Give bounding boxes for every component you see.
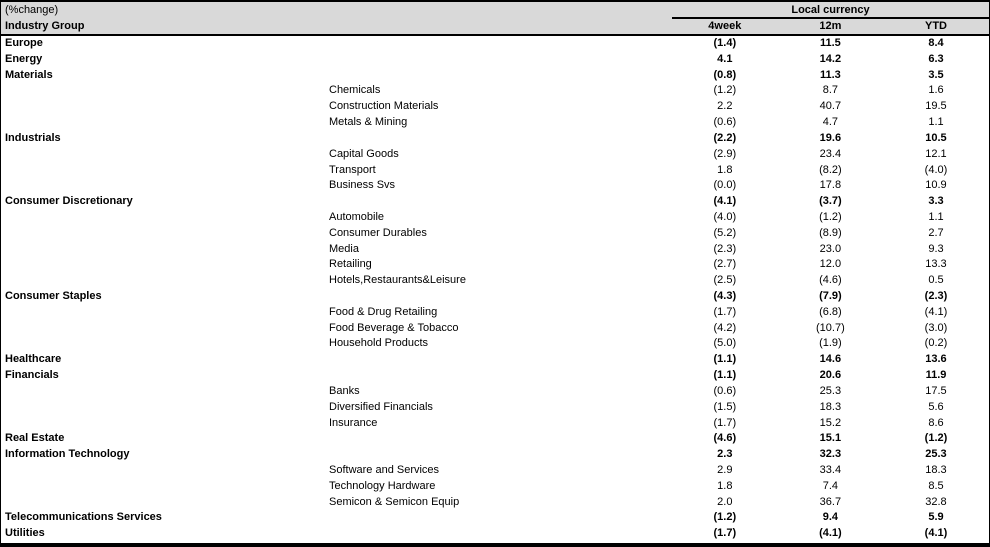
value-cell: 14.6 — [819, 353, 842, 366]
value-cell: 11.5 — [819, 37, 841, 49]
value-cell: (2.3) — [713, 242, 737, 255]
value-cell: 7.4 — [822, 479, 839, 492]
row-label: Healthcare — [5, 353, 62, 366]
value-cell: 9.3 — [928, 242, 944, 255]
row-label: Semicon & Semicon Equip — [329, 495, 460, 508]
value-cell: (5.2) — [713, 226, 737, 239]
row-label: Insurance — [329, 416, 378, 429]
value-cell: 11.9 — [925, 369, 947, 382]
table-row — [1, 463, 989, 479]
value-cell: (1.1) — [713, 369, 737, 382]
table-row — [1, 352, 989, 368]
row-values — [672, 273, 989, 289]
table-row — [1, 83, 989, 99]
row-values — [672, 131, 989, 147]
value-cell: 13.3 — [925, 258, 947, 271]
value-cell: (1.2) — [924, 432, 948, 445]
value-cell: 12.0 — [819, 258, 842, 271]
row-label: Construction Materials — [329, 100, 439, 113]
row-values — [672, 510, 989, 526]
row-label: Retailing — [329, 258, 372, 271]
value-cell: 10.9 — [925, 179, 947, 192]
table-row — [1, 336, 989, 352]
value-cell: 6.3 — [928, 52, 944, 65]
row-label: Utilities — [5, 527, 45, 540]
header-row-columns — [1, 19, 989, 34]
value-cell: 0.5 — [928, 274, 944, 287]
value-cell: 5.9 — [928, 511, 944, 524]
row-values — [672, 178, 989, 194]
table-row — [1, 400, 989, 416]
value-cell: (1.2) — [819, 210, 842, 223]
row-label: Industrials — [5, 131, 61, 144]
row-values — [672, 163, 989, 179]
row-values — [672, 384, 989, 400]
table-row — [1, 431, 989, 447]
table-row — [1, 131, 989, 147]
value-cell: 25.3 — [925, 448, 947, 461]
row-values — [672, 289, 989, 305]
percent-change-label: (%change) — [5, 4, 59, 16]
row-label: Telecommunications Services — [5, 511, 162, 524]
value-cell: 19.6 — [819, 131, 842, 144]
row-label: Europe — [5, 37, 43, 49]
row-label: Materials — [5, 68, 53, 81]
value-cell: 4.7 — [822, 116, 839, 129]
value-cell: 8.4 — [928, 37, 944, 49]
value-cell: 33.4 — [819, 463, 842, 476]
value-cell: 12.1 — [925, 147, 947, 160]
table-row — [1, 416, 989, 432]
value-cell: (1.9) — [819, 337, 842, 350]
row-values — [672, 242, 989, 258]
row-values — [672, 210, 989, 226]
value-cell: 10.5 — [925, 131, 947, 144]
table-row — [1, 163, 989, 179]
row-values — [672, 479, 989, 495]
row-label: Transport — [329, 163, 376, 176]
value-cell: 3.3 — [928, 195, 944, 208]
value-cell: (4.0) — [924, 163, 948, 176]
row-values — [672, 36, 989, 52]
value-cell: 15.1 — [819, 432, 842, 445]
value-cell: 1.1 — [928, 116, 944, 129]
value-cell: (4.1) — [924, 527, 948, 540]
row-values — [672, 526, 989, 542]
row-label: Chemicals — [329, 84, 381, 97]
value-cell: 11.3 — [819, 68, 841, 81]
value-cell: 2.0 — [717, 495, 733, 508]
table-row — [1, 226, 989, 242]
value-cell: 25.3 — [819, 384, 842, 397]
table-row — [1, 321, 989, 337]
table-row — [1, 99, 989, 115]
row-values — [672, 68, 989, 84]
table-row — [1, 194, 989, 210]
row-values — [672, 400, 989, 416]
row-label: Capital Goods — [329, 147, 399, 160]
value-cell: 14.2 — [819, 52, 842, 65]
row-values — [672, 368, 989, 384]
value-cell: 3.5 — [928, 68, 944, 81]
row-values — [672, 352, 989, 368]
value-cell: (5.0) — [713, 337, 737, 350]
value-cell: 19.5 — [925, 100, 947, 113]
row-label: Diversified Financials — [329, 400, 433, 413]
row-label: Consumer Durables — [329, 226, 427, 239]
row-label: Media — [329, 242, 359, 255]
row-values — [672, 257, 989, 273]
value-cell: (4.0) — [713, 210, 737, 223]
table-header — [1, 2, 989, 36]
value-cell: (4.2) — [713, 321, 737, 334]
row-label: Hotels,Restaurants&Leisure — [329, 274, 466, 287]
value-cell: (8.2) — [819, 163, 842, 176]
value-cell: (1.7) — [713, 305, 737, 318]
value-cell: 36.7 — [819, 495, 842, 508]
numeric-column-headers — [672, 19, 989, 34]
row-label: Consumer Discretionary — [5, 195, 133, 208]
row-values — [672, 99, 989, 115]
value-cell: (1.7) — [713, 527, 737, 540]
value-cell: (4.1) — [819, 527, 842, 540]
value-cell: 23.0 — [819, 242, 842, 255]
value-cell: 1.8 — [717, 163, 733, 176]
value-cell: (7.9) — [819, 290, 842, 302]
value-cell: 1.8 — [717, 479, 733, 492]
row-label: Food & Drug Retailing — [329, 305, 438, 318]
table-row — [1, 447, 989, 463]
value-cell: (1.1) — [713, 353, 737, 366]
value-cell: 15.2 — [819, 416, 842, 429]
table-row — [1, 147, 989, 163]
column-header-12m: 12m — [819, 20, 842, 32]
table-row — [1, 479, 989, 495]
row-label: Information Technology — [5, 448, 130, 461]
value-cell: 20.6 — [819, 369, 842, 382]
table-row — [1, 210, 989, 226]
value-cell: (1.2) — [713, 511, 737, 524]
table-row — [1, 526, 989, 542]
value-cell: (4.6) — [819, 274, 842, 287]
table-row — [1, 305, 989, 321]
header-row-top — [1, 2, 989, 19]
row-values — [672, 52, 989, 68]
row-values — [672, 321, 989, 337]
value-cell: (0.6) — [713, 384, 737, 397]
value-cell: 1.6 — [928, 84, 944, 97]
row-values — [672, 463, 989, 479]
value-cell: (6.8) — [819, 305, 842, 318]
value-cell: 40.7 — [819, 100, 842, 113]
value-cell: (1.4) — [713, 37, 737, 49]
value-cell: 13.6 — [925, 353, 947, 366]
value-cell: 32.3 — [819, 448, 842, 461]
value-cell: (0.0) — [713, 179, 737, 192]
value-cell: (4.1) — [924, 305, 948, 318]
table-row — [1, 368, 989, 384]
value-cell: (0.8) — [713, 68, 737, 81]
row-values — [672, 147, 989, 163]
value-cell: 17.8 — [819, 179, 842, 192]
row-values — [672, 495, 989, 511]
row-label: Consumer Staples — [5, 290, 102, 302]
row-values — [672, 416, 989, 432]
column-header-4week: 4week — [708, 20, 742, 32]
value-cell: 18.3 — [925, 463, 947, 476]
column-header-ytd: YTD — [924, 20, 947, 32]
value-cell: (4.1) — [713, 195, 737, 208]
value-cell: (8.9) — [819, 226, 842, 239]
value-cell: 2.2 — [717, 100, 733, 113]
table-row — [1, 115, 989, 131]
value-cell: (10.7) — [816, 321, 845, 334]
table-row — [1, 257, 989, 273]
value-cell: (3.0) — [924, 321, 948, 334]
value-cell: (2.3) — [924, 290, 948, 302]
table-row — [1, 289, 989, 305]
row-label: Software and Services — [329, 463, 440, 476]
table-row — [1, 178, 989, 194]
table-row — [1, 273, 989, 289]
row-values — [672, 305, 989, 321]
value-cell: 8.7 — [822, 84, 839, 97]
row-label: Real Estate — [5, 432, 65, 445]
row-label: Automobile — [329, 210, 385, 223]
value-cell: (1.7) — [713, 416, 737, 429]
value-cell: 8.5 — [928, 479, 944, 492]
row-label: Energy — [5, 52, 43, 65]
row-values — [672, 431, 989, 447]
table-row — [1, 68, 989, 84]
value-cell: (2.7) — [713, 258, 737, 271]
row-values — [672, 336, 989, 352]
value-cell: (3.7) — [819, 195, 842, 208]
local-currency-group-label: Local currency — [672, 2, 989, 19]
value-cell: (2.9) — [713, 147, 737, 160]
value-cell: 1.1 — [928, 210, 944, 223]
table-row — [1, 36, 989, 52]
value-cell: (4.6) — [713, 432, 737, 445]
value-cell: (4.3) — [713, 290, 737, 302]
value-cell: (2.2) — [713, 131, 737, 144]
table-row — [1, 495, 989, 511]
value-cell: (2.5) — [713, 274, 737, 287]
value-cell: 9.4 — [822, 511, 839, 524]
value-cell: (0.6) — [713, 116, 737, 129]
row-values — [672, 83, 989, 99]
row-label: Business Svs — [329, 179, 396, 192]
row-label: Metals & Mining — [329, 116, 408, 129]
row-label: Technology Hardware — [329, 479, 436, 492]
value-cell: 32.8 — [925, 495, 947, 508]
value-cell: 17.5 — [925, 384, 947, 397]
value-cell: 5.6 — [928, 400, 944, 413]
row-values — [672, 194, 989, 210]
value-cell: 2.9 — [717, 463, 733, 476]
industry-group-column-header: Industry Group — [5, 20, 85, 32]
value-cell: (1.5) — [713, 400, 737, 413]
row-label: Food Beverage & Tobacco — [329, 321, 459, 334]
value-cell: (0.2) — [924, 337, 948, 350]
value-cell: 2.7 — [928, 226, 944, 239]
row-label: Banks — [329, 384, 360, 397]
table-row — [1, 510, 989, 526]
table-row — [1, 52, 989, 68]
row-label: Financials — [5, 369, 59, 382]
row-values — [672, 115, 989, 131]
value-cell: 18.3 — [819, 400, 842, 413]
table-row — [1, 384, 989, 400]
value-cell: 2.3 — [717, 448, 733, 461]
table-row — [1, 242, 989, 258]
value-cell: 8.6 — [928, 416, 944, 429]
row-label: Household Products — [329, 337, 429, 350]
row-values — [672, 226, 989, 242]
value-cell: 4.1 — [717, 52, 733, 65]
value-cell: 23.4 — [819, 147, 842, 160]
table-body — [1, 36, 989, 542]
row-values — [672, 447, 989, 463]
value-cell: (1.2) — [713, 84, 737, 97]
